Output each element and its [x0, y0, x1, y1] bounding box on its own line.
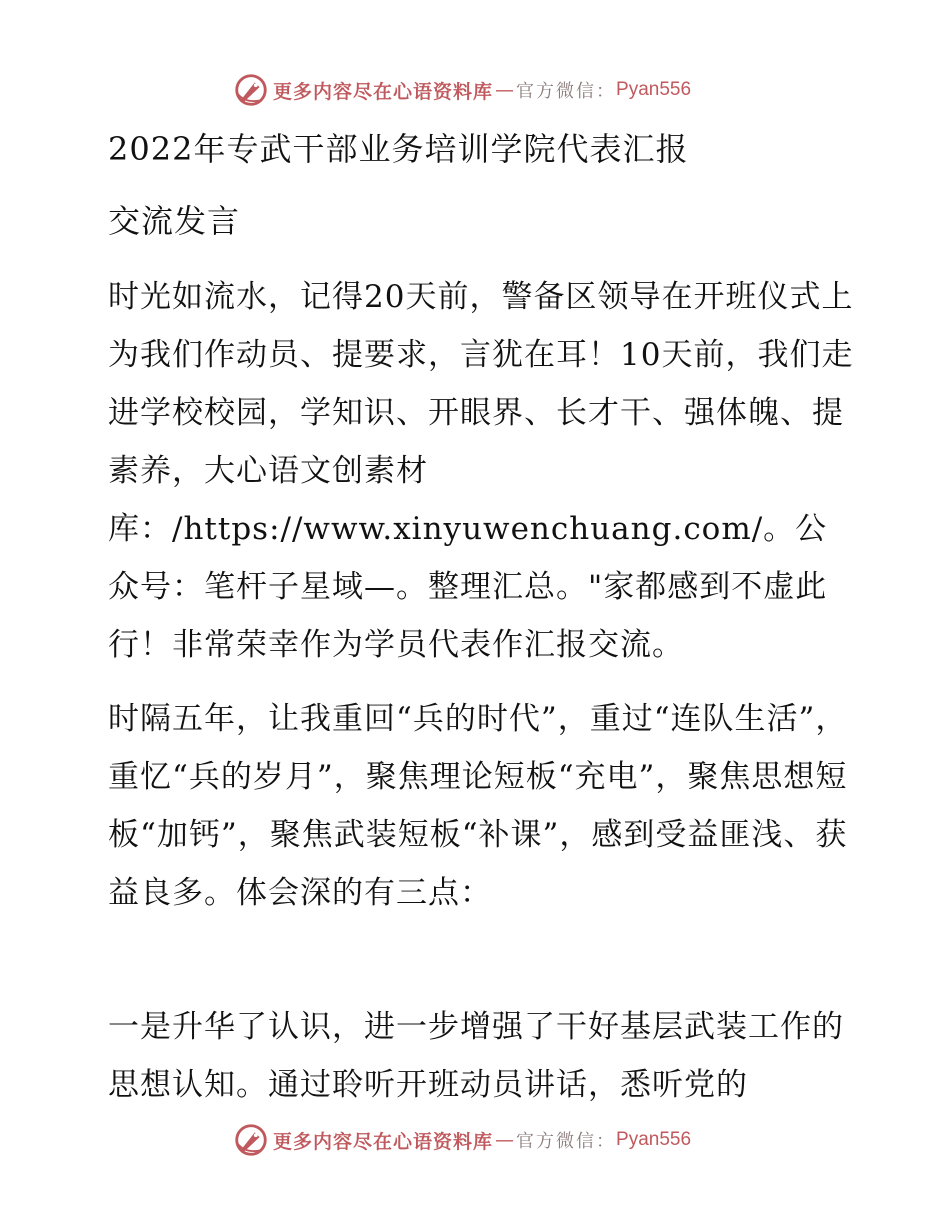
paragraph-text: 时光如流水，记得20天前，警备区领导在开班仪式上为我们作动员、提要求，言犹在耳！10天前，我们走进学校校园，学知识、开眼界、长才干、强体魄、提素养，大心语文创素材库：/https://www.xinyuwenchuang.com/。公众号：笔杆子星域—。整理汇总。"家都感到不虚此行！非常荣幸作为学员代表作汇报交流。	[108, 279, 854, 663]
document-subtitle: 交流发言	[108, 202, 241, 240]
document-title: 2022年专武干部业务培训学院代表汇报	[108, 130, 689, 168]
watermark-site-text: 更多内容尽在心语资料库	[273, 1130, 494, 1153]
watermark-wechat-id: Pyan556	[616, 1129, 692, 1150]
watermark-wechat-id: Pyan556	[616, 79, 692, 100]
watermark-label: 官方微信：	[516, 81, 617, 102]
paragraph-text: 时隔五年，让我重回“兵的时代”，重过“连队生活”，重忆“兵的岁月”，聚焦理论短板“充电”，聚焦思想短板“加钙”，聚焦武装短板“补课”，感到受益匪浅、获益良多。体会深的有三点：	[108, 701, 848, 911]
paragraph-1	[98, 268, 858, 674]
watermark-site-text: 更多内容尽在心语资料库	[273, 80, 494, 103]
watermark-dash: —	[495, 79, 515, 101]
watermark-label: 官方微信：	[516, 1131, 617, 1152]
pen-nib-logo-icon	[232, 1121, 270, 1159]
paragraph-text: 一是升华了认识，进一步增强了干好基层武装工作的思想认知。通过聆听开班动员讲话，悉听党的	[108, 1009, 844, 1103]
paragraph-2	[98, 690, 858, 922]
header-watermark	[232, 70, 691, 110]
pen-nib-logo-icon	[232, 71, 270, 109]
watermark-dash: —	[495, 1129, 515, 1151]
footer-watermark	[232, 1120, 691, 1160]
paragraph-3	[98, 998, 858, 1114]
